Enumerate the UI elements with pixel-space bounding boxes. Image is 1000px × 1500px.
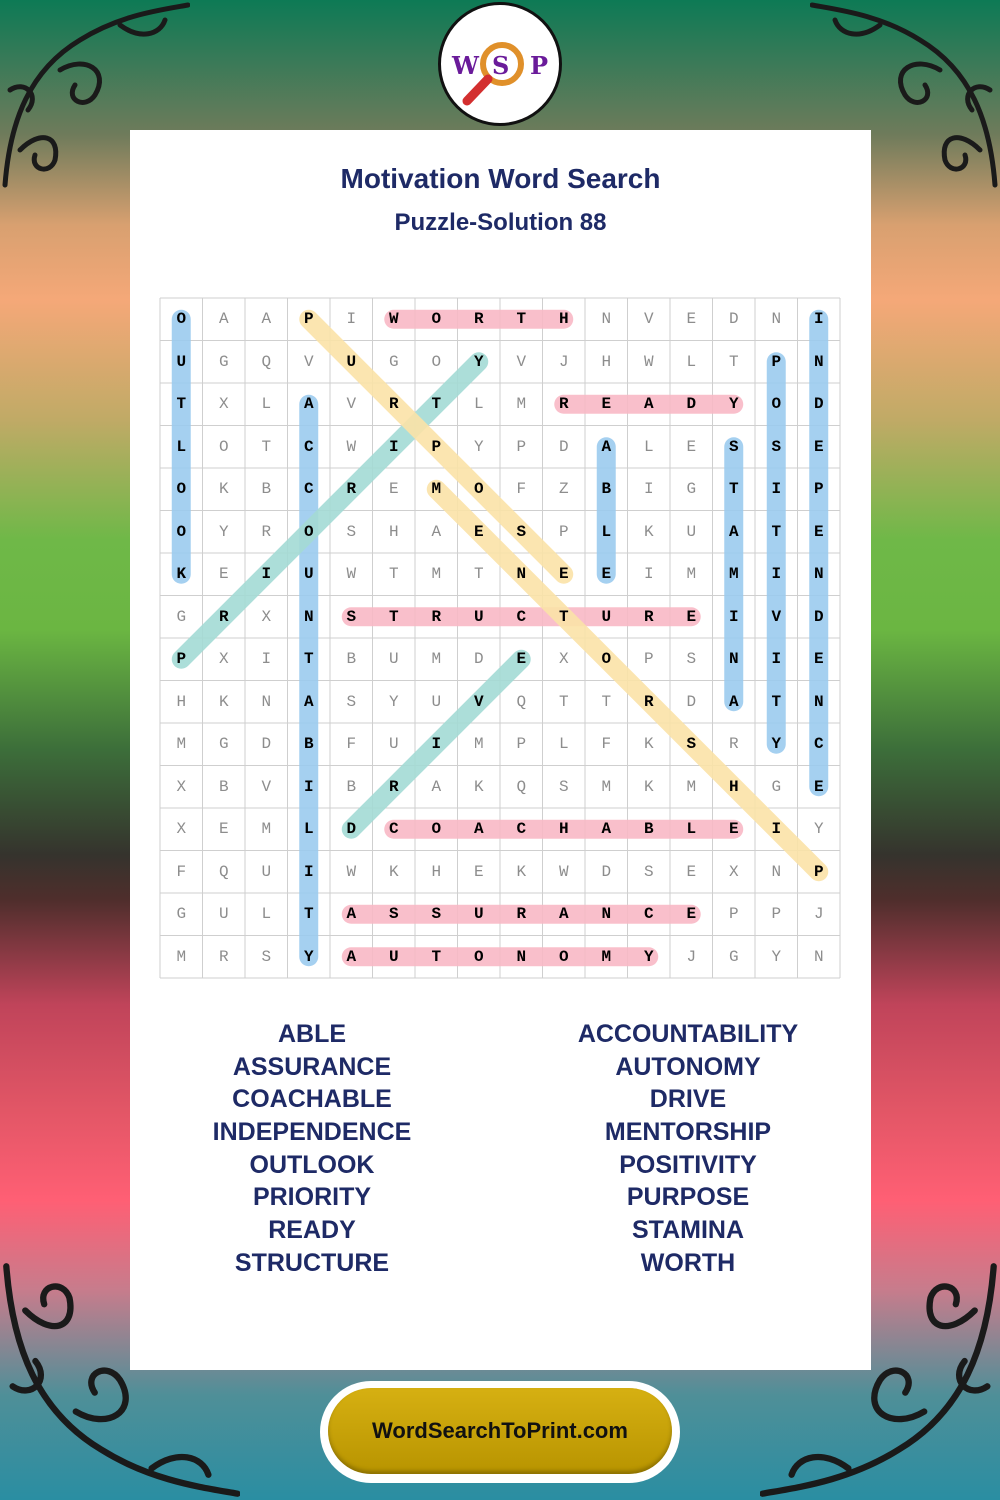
grid-cell: M (431, 480, 442, 498)
grid-cell: I (388, 437, 399, 456)
grid-cell: O (218, 437, 229, 456)
grid-cell: Q (516, 692, 527, 711)
word-list-left (152, 1018, 472, 1280)
word-list-item: DRIVE (649, 1085, 727, 1114)
grid-cell: H (558, 820, 569, 838)
grid-cell: M (431, 565, 442, 583)
word-list-item: AUTONOMY (615, 1052, 761, 1081)
grid-cell: T (473, 565, 484, 583)
grid-cell: T (728, 352, 739, 371)
word-list-item: WORTH (640, 1248, 736, 1277)
grid-cell: T (516, 310, 527, 328)
grid-cell: I (813, 310, 824, 328)
grid-cell: B (303, 735, 314, 753)
grid-cell: I (346, 310, 357, 328)
word-list-item: MENTORSHIP (604, 1118, 772, 1147)
grid-cell: C (303, 480, 314, 498)
grid-cell: R (643, 692, 654, 711)
grid-cell: X (558, 650, 569, 668)
logo-letter-p: P (530, 51, 549, 80)
grid-cell: A (346, 947, 357, 966)
grid-cell: U (388, 735, 399, 753)
grid-cell: J (558, 352, 569, 371)
grid-cell: D (346, 820, 357, 838)
logo-letter-s: S (492, 51, 510, 80)
grid-cell: S (346, 692, 357, 711)
grid-cell: U (473, 905, 484, 923)
grid-cell: A (218, 310, 229, 328)
grid-cell: P (771, 905, 782, 923)
grid-cell: K (176, 565, 187, 583)
grid-cell: D (728, 310, 739, 328)
word-list-item: INDEPENDENCE (212, 1118, 412, 1147)
grid-cell: G (771, 777, 782, 796)
grid-cell: A (728, 692, 739, 711)
grid-cell: R (218, 607, 229, 626)
grid-cell: T (261, 437, 272, 456)
grid-cell: W (643, 352, 654, 371)
grid-cell: A (303, 395, 314, 413)
grid-cell: J (813, 905, 824, 923)
grid-cell: E (813, 650, 824, 668)
grid-cell: U (686, 522, 697, 541)
grid-cell: G (686, 480, 697, 498)
grid-cell: L (473, 395, 484, 413)
word-list-item: PURPOSE (626, 1183, 750, 1212)
word-list-item: COACHABLE (232, 1085, 392, 1114)
grid-cell: O (473, 480, 484, 498)
grid-cell: E (218, 820, 229, 838)
grid-cell: M (516, 395, 527, 413)
grid-cell: R (388, 395, 399, 413)
grid-cell: X (218, 650, 229, 668)
grid-cell: G (728, 947, 739, 966)
grid-cell: A (303, 692, 314, 711)
grid-cell: S (728, 437, 739, 456)
grid-cell: N (771, 862, 782, 881)
grid-cell: O (558, 947, 569, 966)
grid-cell: A (601, 437, 612, 456)
grid-cell: T (558, 607, 569, 626)
grid-cell: I (771, 820, 782, 838)
grid-cell: D (558, 437, 569, 456)
grid-cell: L (601, 522, 612, 541)
grid-cell: H (728, 777, 739, 796)
grid-cell: S (388, 905, 399, 923)
grid-cell: T (728, 480, 739, 498)
grid-cell: O (431, 310, 442, 328)
grid-cell: N (813, 947, 824, 966)
grid-cell: K (218, 692, 229, 711)
grid-cell: M (686, 565, 697, 583)
grid-cell: N (813, 352, 824, 371)
grid-cell: E (473, 522, 484, 541)
logo-letter-w: W (452, 51, 479, 80)
grid-cell: T (388, 565, 399, 583)
grid-cell: M (176, 735, 187, 753)
grid-cell: X (176, 820, 187, 838)
grid-cell: I (643, 565, 654, 583)
grid-cell: D (473, 650, 484, 668)
grid-cell: G (388, 352, 399, 371)
grid-cell: C (388, 820, 399, 838)
grid-cell: I (303, 777, 314, 796)
grid-cell: O (431, 820, 442, 838)
grid-cell: E (558, 565, 569, 583)
grid-cell: Y (218, 522, 229, 541)
grid-cell: L (558, 735, 569, 753)
grid-cell: D (601, 862, 612, 881)
grid-cell: R (388, 777, 399, 796)
grid-cell: T (431, 947, 442, 966)
grid-cell: N (601, 310, 612, 328)
grid-cell: O (601, 650, 612, 668)
grid-cell: I (771, 650, 782, 668)
grid-cell: M (261, 820, 272, 838)
grid-cell: S (261, 947, 272, 966)
grid-cell: L (303, 820, 314, 838)
grid-cell: Q (218, 862, 229, 881)
grid-cell: N (813, 692, 824, 711)
grid-cell: E (388, 480, 399, 498)
grid-cell: R (728, 735, 739, 753)
grid-cell: D (261, 735, 272, 753)
grid-cell: O (771, 395, 782, 413)
grid-cell: F (176, 862, 187, 881)
grid-cell: D (686, 395, 697, 413)
grid-cell: G (176, 905, 187, 923)
grid-cell: B (346, 777, 357, 796)
grid-cell: G (218, 352, 229, 371)
grid-cell: N (813, 565, 824, 583)
grid-cell: Q (261, 352, 272, 371)
grid-cell: E (473, 862, 484, 881)
grid-cell: F (601, 735, 612, 753)
grid-cell: I (771, 565, 782, 583)
grid-cell: I (261, 650, 272, 668)
grid-cell: W (346, 565, 357, 583)
grid-cell: A (473, 820, 484, 838)
grid-cell: H (558, 310, 569, 328)
grid-cell: E (686, 607, 697, 626)
grid-cell: E (686, 905, 697, 923)
grid-cell: E (813, 522, 824, 541)
grid-cell: C (516, 607, 527, 626)
grid-cell: N (601, 905, 612, 923)
site-link-button[interactable]: WordSearchToPrint.com (328, 1388, 672, 1474)
grid-cell: Y (473, 352, 484, 371)
grid-cell: X (261, 607, 272, 626)
grid-cell: I (261, 565, 272, 583)
grid-cell: Y (303, 947, 314, 966)
grid-cell: I (303, 862, 314, 881)
grid-cell: V (643, 310, 654, 328)
grid-cell: P (728, 905, 739, 923)
grid-cell: T (771, 692, 782, 711)
grid-cell: T (176, 395, 187, 413)
grid-cell: L (686, 820, 697, 838)
grid-cell: X (218, 395, 229, 413)
grid-cell: R (473, 310, 484, 328)
grid-cell: O (176, 522, 187, 541)
grid-cell: V (346, 395, 357, 413)
grid-cell: D (686, 692, 697, 711)
grid-cell: M (431, 650, 442, 668)
word-list-item: OUTLOOK (249, 1150, 375, 1179)
grid-cell: T (388, 607, 399, 626)
grid-cell: H (431, 862, 442, 881)
grid-cell: A (601, 820, 612, 838)
page-title: Motivation Word Search (340, 163, 661, 194)
grid-cell: E (516, 650, 527, 668)
grid-cell: E (813, 437, 824, 456)
grid-cell: K (516, 862, 527, 881)
grid-cell: A (261, 310, 272, 328)
grid-cell: S (346, 522, 357, 541)
grid-cell: P (176, 650, 187, 668)
grid-cell: K (388, 862, 399, 881)
grid-cell: U (176, 352, 187, 371)
grid-cell: L (176, 437, 187, 456)
grid-cell: S (558, 777, 569, 796)
grid-cell: R (558, 395, 569, 413)
grid-cell: K (218, 480, 229, 498)
grid-cell: M (728, 565, 739, 583)
grid-cell: N (728, 650, 739, 668)
grid-cell: Y (728, 395, 739, 413)
grid-cell: S (516, 522, 527, 541)
grid-cell: B (261, 480, 272, 498)
grid-cell: R (218, 947, 229, 966)
grid-cell: P (516, 437, 527, 456)
grid-cell: U (218, 905, 229, 923)
grid-cell: F (346, 735, 357, 753)
word-list-item: POSITIVITY (619, 1150, 757, 1179)
grid-cell: M (176, 947, 187, 966)
grid-cell: C (516, 820, 527, 838)
site-logo[interactable] (438, 2, 562, 126)
grid-cell: R (261, 522, 272, 541)
grid-cell: E (686, 437, 697, 456)
word-list-item: PRIORITY (252, 1183, 372, 1212)
grid-cell: T (303, 650, 314, 668)
grid-cell: H (388, 522, 399, 541)
grid-cell: T (558, 692, 569, 711)
grid-cell: R (431, 607, 442, 626)
grid-cell: T (601, 692, 612, 711)
grid-cell: K (643, 735, 654, 753)
grid-cell: I (643, 480, 654, 498)
grid-cell: P (643, 650, 654, 668)
word-list-item: ASSURANCE (232, 1052, 392, 1081)
grid-cell: P (771, 352, 782, 371)
grid-cell: U (473, 607, 484, 626)
word-list-item: ABLE (277, 1020, 347, 1048)
grid-cell: C (303, 437, 314, 456)
grid-cell: S (346, 607, 357, 626)
grid-cell: X (728, 862, 739, 881)
grid-cell: V (261, 777, 272, 796)
grid-cell: T (431, 395, 442, 413)
grid-cell: O (473, 947, 484, 966)
grid-cell: J (686, 947, 697, 966)
grid-cell: E (813, 777, 824, 796)
grid-cell: M (601, 777, 612, 796)
grid-cell: L (261, 395, 272, 413)
grid-cell: P (431, 437, 442, 456)
grid-cell: A (346, 905, 357, 923)
grid-cell: P (813, 480, 824, 498)
grid-cell: Y (473, 437, 484, 456)
grid-cell: S (771, 437, 782, 456)
word-list-right (528, 1018, 848, 1280)
grid-cell: C (643, 905, 654, 923)
grid-cell: Z (558, 480, 569, 498)
grid-cell: O (176, 480, 187, 498)
grid-cell: U (261, 862, 272, 881)
grid-cell: Y (813, 820, 824, 838)
grid-cell: E (728, 820, 739, 838)
page-subtitle: Puzzle-Solution 88 (394, 209, 607, 236)
grid-cell: Y (643, 947, 654, 966)
grid-cell: B (643, 820, 654, 838)
grid-cell: N (771, 310, 782, 328)
grid-cell: W (346, 437, 357, 456)
grid-cell: P (516, 735, 527, 753)
grid-cell: G (176, 607, 187, 626)
grid-cell: T (303, 905, 314, 923)
grid-cell: V (516, 352, 527, 371)
grid-cell: M (601, 947, 612, 966)
grid-cell: Y (388, 692, 399, 711)
grid-cell: P (813, 862, 824, 881)
grid-cell: I (771, 480, 782, 498)
grid-cell: E (601, 565, 612, 583)
grid-cell: V (303, 352, 314, 371)
grid-cell: Q (516, 777, 527, 796)
grid-cell: P (558, 522, 569, 541)
grid-cell: U (346, 352, 357, 371)
word-list-item: STAMINA (631, 1216, 745, 1245)
grid-cell: R (516, 905, 527, 923)
grid-cell: M (473, 735, 484, 753)
grid-cell: S (686, 735, 697, 753)
grid-cell: K (473, 777, 484, 796)
grid-cell: Y (771, 947, 782, 966)
grid-cell: F (516, 480, 527, 498)
grid-cell: B (218, 777, 229, 796)
puzzle-sheet (130, 130, 871, 1370)
grid-cell: D (813, 607, 824, 626)
grid-cell: K (643, 777, 654, 796)
grid-cell: I (431, 735, 442, 753)
grid-cell: D (813, 395, 824, 413)
grid-cell: N (516, 947, 527, 966)
grid-cell: U (601, 607, 612, 626)
grid-cell: A (431, 777, 442, 796)
grid-cell: L (261, 905, 272, 923)
grid-cell: M (686, 777, 697, 796)
grid-cell: U (388, 947, 399, 966)
grid-cell: V (771, 607, 782, 626)
grid-cell: K (643, 522, 654, 541)
grid-cell: B (601, 480, 612, 498)
grid-cell: O (176, 310, 187, 328)
grid-cell: V (473, 692, 484, 711)
grid-cell: S (686, 650, 697, 668)
grid-cell: G (218, 735, 229, 753)
grid-cell: P (303, 310, 314, 328)
word-list-item: STRUCTURE (234, 1248, 390, 1277)
grid-cell: S (431, 905, 442, 923)
grid-cell: E (601, 395, 612, 413)
grid-cell: U (388, 650, 399, 668)
grid-cell: U (431, 692, 442, 711)
grid-cell: O (303, 522, 314, 541)
grid-cell: L (686, 352, 697, 371)
grid-cell: A (558, 905, 569, 923)
grid-cell: L (643, 437, 654, 456)
grid-cell: W (346, 862, 357, 881)
grid-cell: N (303, 607, 314, 626)
grid-cell: A (728, 522, 739, 541)
grid-cell: E (686, 862, 697, 881)
grid-cell: H (601, 352, 612, 371)
grid-cell: W (388, 310, 399, 328)
grid-cell: C (813, 735, 824, 753)
grid-cell: S (643, 862, 654, 881)
grid-cell: X (176, 777, 187, 796)
grid-cell: E (218, 565, 229, 583)
word-list-item: ACCOUNTABILITY (577, 1020, 799, 1048)
grid-cell: R (643, 607, 654, 626)
grid-cell: Y (771, 735, 782, 753)
grid-cell: E (686, 310, 697, 328)
grid-cell: N (261, 692, 272, 711)
grid-cell: B (346, 650, 357, 668)
grid-cell: I (728, 607, 739, 626)
grid-cell: W (558, 862, 569, 881)
grid-cell: H (176, 692, 187, 711)
grid-cell: A (643, 395, 654, 413)
grid-cell: N (516, 565, 527, 583)
grid-cell: A (431, 522, 442, 541)
grid-cell: O (431, 352, 442, 371)
grid-cell: U (303, 565, 314, 583)
grid-cell: T (771, 522, 782, 541)
word-list-item: READY (268, 1216, 356, 1245)
grid-cell: R (346, 480, 357, 498)
